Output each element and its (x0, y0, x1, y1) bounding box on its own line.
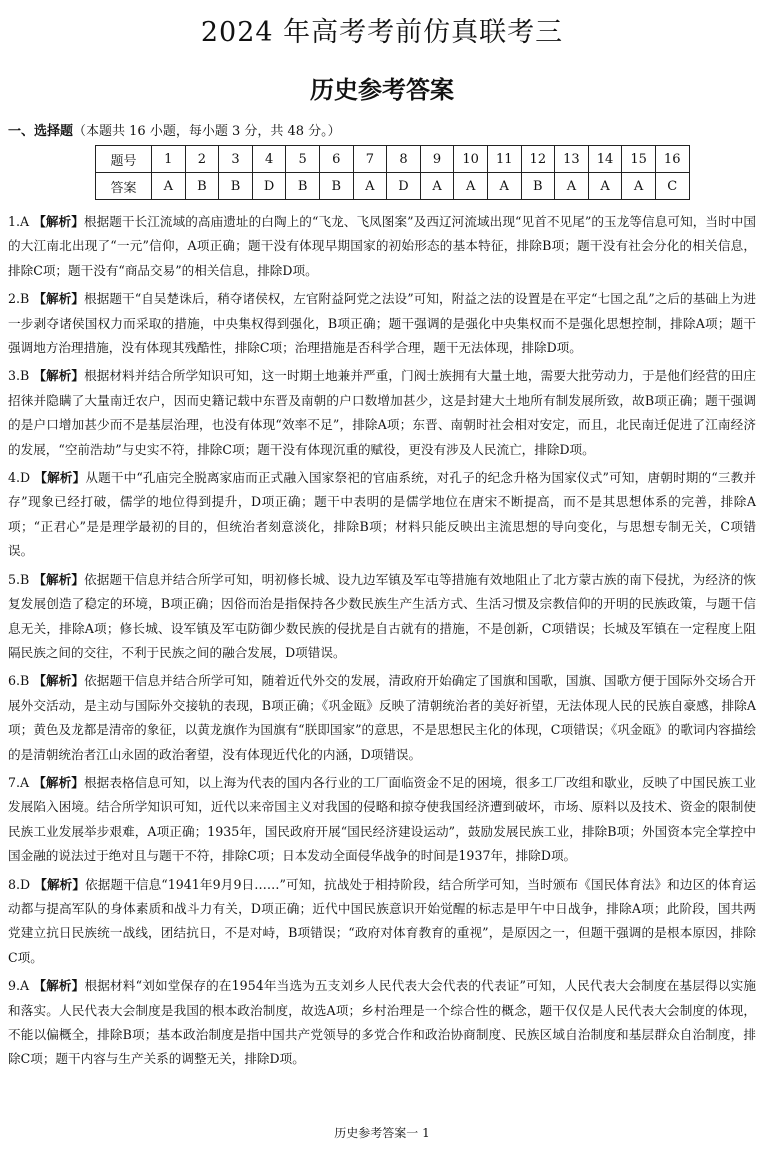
item-number: 4.D (8, 470, 31, 486)
analysis-tag: 【解析】 (33, 368, 85, 384)
analysis-tag: 【解析】 (33, 291, 85, 307)
question-number-cell: 11 (487, 146, 521, 173)
section-note: （本题共 16 小题，每小题 3 分，共 48 分。） (73, 124, 341, 139)
page-subtitle: 历史参考答案 (310, 76, 454, 104)
page-footer: 历史参考答案一 1 (334, 1126, 430, 1140)
analysis-tag: 【解析】 (34, 470, 86, 486)
question-number-cell: 9 (420, 146, 454, 173)
item-number: 9.A (8, 978, 30, 994)
answer-cell: B (286, 173, 320, 200)
analysis-tag: 【解析】 (33, 214, 84, 229)
explanation-item (8, 669, 756, 767)
question-number-cell: 1 (152, 146, 186, 173)
analysis-tag: 【解析】 (33, 571, 85, 587)
answer-cell: A (555, 173, 589, 200)
answer-row (96, 173, 690, 200)
question-number-cell: 15 (622, 146, 656, 173)
answer-cell: D (387, 173, 421, 200)
answer-cell: A (622, 173, 656, 200)
row-header-answer: 答案 (96, 173, 152, 200)
explanations-list (8, 210, 756, 1076)
answer-cell: C (655, 173, 689, 200)
answer-cell: A (152, 173, 186, 200)
item-text: 根据材料“刘如堂保存的在1954年当选为五支刘乡人民代表大会代表的代表证”可知，人民代表大会制度在基层得以实施和落实。人民代表大会制度是我国的根本政治制度，故选A项；乡村治理是一个综合性的概念，题干仅仅是人民代表大会制度的体现，不能以偏概全，排除B项；基本政治制度是指中国共产党领导的多党合作和政治协商制度、民族区域自治制度和基层群众自治制度，排除C项；题干内容与生产关系的调整无关，排除D项。 (8, 978, 756, 1067)
item-number: 3.B (8, 368, 30, 384)
question-number-cell: 5 (286, 146, 320, 173)
answer-cell: B (219, 173, 253, 200)
answer-cell: A (588, 173, 622, 200)
item-number: 8.D (8, 876, 31, 892)
page-title: 2024 年高考考前仿真联考三 (200, 17, 564, 48)
question-number-cell: 3 (219, 146, 253, 173)
question-number-cell: 10 (454, 146, 488, 173)
item-number: 6.B (8, 673, 30, 689)
analysis-tag: 【解析】 (33, 978, 85, 994)
explanation-item (8, 466, 756, 564)
question-number-cell: 6 (319, 146, 353, 173)
section-heading (8, 120, 341, 139)
question-number-cell: 12 (521, 146, 555, 173)
item-number: 7.A (8, 774, 30, 790)
answer-cell: B (521, 173, 555, 200)
item-text: 从题干中“孔庙完全脱离家庙而正式融入国家祭祀的官庙系统，对孔子的纪念升格为国家仪式”可知，唐朝时期的“三教并存”现象已经打破，儒学的地位得到提升，D项正确；题干中表明的是儒学地位在唐宋不断提高，而不是其思想体系的完善，排除A项；“正君心”是是理学最初的目的，但统治者刻意淡化，排除B项；材料只能反映出主流思想的导向变化，与思想专制无关，C项错误。 (8, 470, 756, 559)
item-number: 5.B (8, 571, 30, 587)
answer-cell: A (420, 173, 454, 200)
item-number: 2.B (8, 291, 30, 307)
item-text: 根据题干“自吴楚诛后，稍夺诸侯权，左官附益阿党之法设”可知，附益之法的设置是在平定“七国之乱”之后的基础上为进一步剥夺诸侯国权力而采取的措施，中央集权得到强化，B项正确；题干强调的是强化中央集权而不是强化思想控制，排除A项；题干强调地方治理措施，没有体现其残酷性，排除C项；治理措施是否科学合理，题干无法体现，排除D项。 (8, 291, 756, 356)
item-text: 依据题干信息“1941年9月9日……”可知，抗战处于相持阶段，结合所学可知，当时颁布《国民体育法》和边区的体育运动都与提高军队的身体素质和战斗力有关，D项正确；近代中国民族意识开始觉醒的标志是甲午中日战争，排除A项；此阶段，国共两党建立抗日民族统一战线，团结抗日，不是对峙，B项错误；“政府对体育教育的重视”，是原因之一，但题干强调的是根本原因，排除C项。 (8, 876, 757, 965)
item-text: 根据表格信息可知，以上海为代表的国内各行业的工厂面临资金不足的困境，很多工厂改组和歇业，反映了中国民族工业发展陷入困境。结合所学知识可知，近代以来帝国主义对我国的侵略和掠夺使我国经济遭到破坏，市场、原料以及技术、资金的限制使民族工业发展举步艰难，A项正确；1935年，国民政府开展“国民经济建设运动”，鼓励发展民族工业，排除B项；外国资本完全掌控中国金融的说法过于绝对且与题干不符，排除C项；日本发动全面侵华战争的时间是1937年，排除D项。 (8, 774, 756, 864)
question-number-cell: 8 (387, 146, 421, 173)
answer-cell: D (252, 173, 286, 200)
explanation-item (8, 210, 756, 283)
question-number-cell: 7 (353, 146, 387, 173)
item-text: 依据题干信息并结合所学可知，随着近代外交的发展，清政府开始确定了国旗和国歌，国旗、国歌方便于国际外交场合开展外交活动，是主动与国际外交接轨的表现，B项正确；《巩金瓯》反映了清朝统治者的美好祈望，无法体现人民的民族自豪感，排除A项；黄色及龙都是清帝的象征，以黄龙旗作为国旗有“朕即国家”的意思，不是思想民主化的体现，C项错误；《巩金瓯》的歌词内容描绘的是清朝统治者江山永固的政治奢望，没有体现近代化的内涵，D项错误。 (8, 673, 756, 762)
answer-cell: B (185, 173, 219, 200)
explanation-item (8, 974, 756, 1072)
question-number-cell: 2 (185, 146, 219, 173)
explanation-item (8, 287, 756, 360)
item-text: 依据题干信息并结合所学可知，明初修长城、设九边军镇及军屯等措施有效地阻止了北方蒙古族的南下侵扰，为经济的恢复发展创造了稳定的环境，B项正确；因俗而治是指保持各少数民族生产生活方式、生活习惯及宗教信仰的开明的民族政策，与题干信息无关，排除A项；修长城、设军镇及军屯防御少数民族的侵扰是自古就有的措施，不是创新，C项错误；长城及军镇在一定程度上阻隔民族之间的交往，不利于民族之间的融合发展，D项错误。 (8, 571, 756, 660)
question-number-cell: 16 (655, 146, 689, 173)
item-number: 1.A (8, 214, 30, 229)
item-text: 根据材料并结合所学知识可知，这一时期土地兼并严重，门阀士族拥有大量土地，需要大批劳动力，于是他们经营的田庄招徕并隐瞒了大量南迁农户，因而史籍记载中东晋及南朝的户口数增加甚少，这是封建大土地所有制发展所致，故B项正确；题干强调的是户口增加甚少而不是基层治理，也没有体现“效率不足”，排除A项；东晋、南朝时社会相对安定，而且，北民南迁促进了江南经济的发展，“空前浩劫”与史实不符，排除C项；题干没有体现沉重的赋役，更没有涉及人民流亡，排除D项。 (8, 368, 756, 457)
analysis-tag: 【解析】 (33, 673, 85, 689)
answer-cell: A (454, 173, 488, 200)
answer-cell: B (319, 173, 353, 200)
row-header-number: 题号 (96, 146, 152, 173)
answer-table (95, 145, 690, 200)
question-number-cell: 4 (252, 146, 286, 173)
question-number-row (96, 146, 690, 173)
explanation-item (8, 771, 756, 869)
section-label: 一、选择题 (8, 124, 74, 139)
answer-cell: A (487, 173, 521, 200)
explanation-item (8, 873, 756, 971)
analysis-tag: 【解析】 (33, 774, 84, 790)
question-number-cell: 14 (588, 146, 622, 173)
item-text: 根据题干长江流域的高庙遗址的白陶上的“飞龙、飞凤图案”及西辽河流域出现“见首不见尾”的玉龙等信息可知，当时中国的大江南北出现了“一元”信仰，A项正确；题干没有体现早期国家的初始形态的基本特征，排除B项；题干没有社会分化的相关信息，排除C项；题干没有“商品交易”的相关信息，排除D项。 (8, 214, 757, 278)
explanation-item (8, 568, 756, 666)
explanation-item (8, 364, 756, 462)
analysis-tag: 【解析】 (34, 876, 86, 892)
answer-cell: A (353, 173, 387, 200)
question-number-cell: 13 (555, 146, 589, 173)
